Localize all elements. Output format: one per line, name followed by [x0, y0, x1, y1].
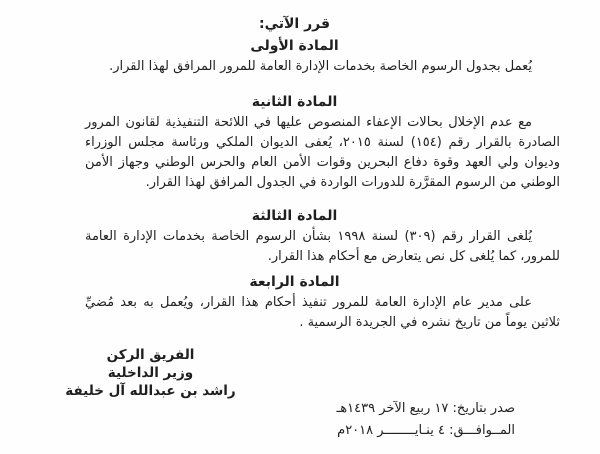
article-2-title: المادة الثانية	[251, 94, 338, 110]
article-1-body: يُعمل بجدول الرسوم الخاصة بخدمات الإدارة العامة للمرور المرافق لهذا القرار.	[109, 59, 532, 74]
article-3-body: يُلغى القرار رقم (٣٠٩) لسنة ١٩٩٨ بشأن الرسوم الخاصة بخدمات الإدارة العامة للمرور، كما يُلغى كل نص يتعارض مع أحكام هذا القرار.	[85, 229, 560, 264]
article-2-body: مع عدم الإخلال بحالات الإعفاء المنصوص عليها في اللائحة التنفيذية لقانون المرور الصادرة بالقرار رقم (١٥٤) لسنة ٢٠١٥، يُعفى الديوان الملكي ورئاسة مجلس الوزراء وديوان ولي العهد وقوة دفاع البحرين وقوات الأمن العام والحرس الوطني وجهاز الأمن الوطني من الرسوم المقرَّرة للدورات الواردة في الجدول المرافق لهذا القرار.	[85, 115, 560, 190]
article-4	[85, 272, 560, 333]
article-4-title: المادة الرابعة	[249, 274, 340, 290]
issue-date-hijri: صدر بتاريخ: ١٧ ربيع الآخر ١٤٣٩هـ	[336, 401, 515, 416]
article-2	[85, 92, 560, 193]
decree-content	[85, 14, 560, 333]
signature-rank: الفريق الركن	[106, 347, 195, 363]
article-4-body: على مدير عام الإدارة العامة للمرور تنفيذ أحكام هذا القرار، ويُعمل به بعد مُضيِّ ثلاثين يوماً من تاريخ نشره في الجريدة الرسمية .	[85, 295, 560, 330]
signature-name: راشد بن عبدالله آل خليفة	[65, 383, 236, 399]
issue-date-gregorian: المــوافـــق: ٤ ينـايــــــــر ٢٠١٨م	[337, 423, 515, 438]
signature-title: وزير الداخلية	[107, 365, 194, 381]
decree-preamble: قرر الآتي:	[258, 16, 331, 32]
issuance-dates	[336, 398, 515, 442]
article-3-title: المادة الثالثة	[251, 208, 338, 224]
article-3	[85, 206, 560, 267]
article-1-title: المادة الأولى	[250, 38, 339, 54]
article-1	[85, 36, 560, 77]
signature-block	[58, 346, 243, 400]
